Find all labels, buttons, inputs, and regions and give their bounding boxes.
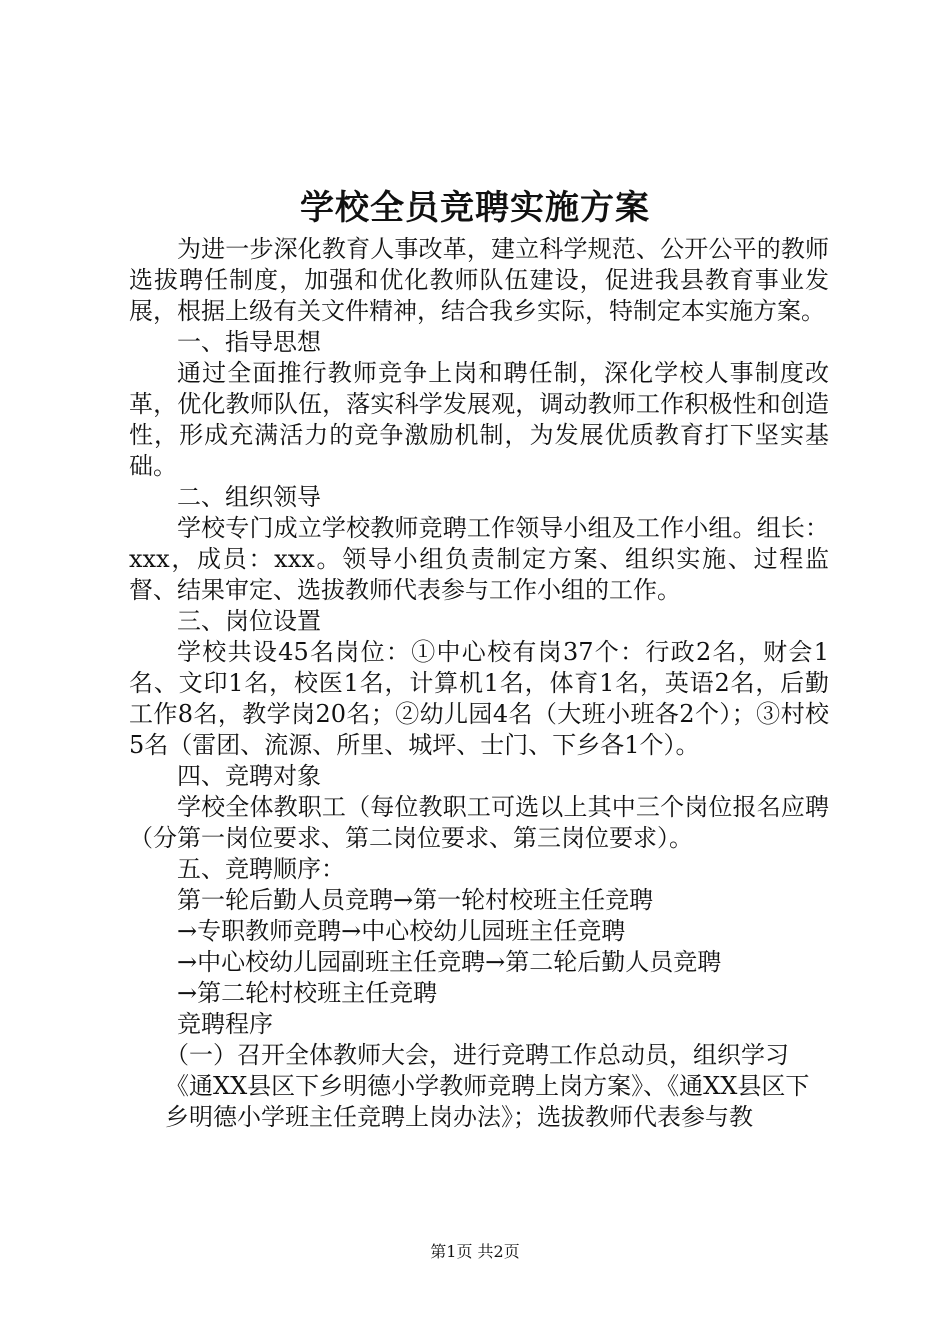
procedure-paragraph: （一）召开全体教师大会，进行竞聘工作总动员，组织学习《通XX县区下乡明德小学教师竞聘上岗方案》、《通XX县区下乡明德小学班主任竞聘上岗办法》；选拔教师代表参与教 (165, 1041, 810, 1131)
intro-paragraph: 为进一步深化教育人事改革，建立科学规范、公开公平的教师选拔聘任制度，加强和优化教师队伍建设，促进我县教育事业发展，根据上级有关文件精神，结合我乡实际，特制定本实施方案。 (129, 235, 829, 325)
section-heading-positions: 三、岗位设置 (177, 607, 321, 635)
section-heading-guiding-ideology: 一、指导思想 (177, 328, 321, 356)
order-flow-line-4: →第二轮村校班主任竞聘 (177, 979, 438, 1007)
guiding-ideology-paragraph: 通过全面推行教师竞争上岗和聘任制，深化学校人事制度改革，优化教师队伍，落实科学发展观，调动教师工作积极性和创造性，形成充满活力的竞争激励机制，为发展优质教育打下坚实基础。 (129, 359, 829, 480)
section-heading-organization: 二、组织领导 (177, 483, 321, 511)
section-heading-procedure: 竞聘程序 (177, 1010, 273, 1038)
page-footer: 第1页 共2页 (430, 1242, 520, 1261)
order-flow-line-3: →中心校幼儿园副班主任竞聘→第二轮后勤人员竞聘 (177, 948, 722, 976)
order-flow-line-1: 第一轮后勤人员竞聘→第一轮村校班主任竞聘 (177, 886, 654, 914)
order-flow-line-2: →专职教师竞聘→中心校幼儿园班主任竞聘 (177, 917, 626, 945)
section-heading-order: 五、竞聘顺序： (177, 855, 345, 883)
candidates-paragraph: 学校全体教职工（每位教职工可选以上其中三个岗位报名应聘（分第一岗位要求、第二岗位要求、第三岗位要求）。 (129, 793, 829, 852)
document-body (129, 234, 829, 1133)
positions-paragraph: 学校共设45名岗位：①中心校有岗37个：行政2名，财会1名、文印1名，校医1名，计算机1名，体育1名，英语2名，后勤工作8名，教学岗20名；②幼儿园4名（大班小班各2个）；③村校5名（雷团、流源、所里、城坪、士门、下乡各1个）。 (129, 638, 829, 759)
organization-paragraph: 学校专门成立学校教师竞聘工作领导小组及工作小组。组长：xxx，成员：xxx。领导小组负责制定方案、组织实施、过程监督、结果审定、选拔教师代表参与工作小组的工作。 (129, 514, 829, 604)
section-heading-candidates: 四、竞聘对象 (177, 762, 321, 790)
document-title: 学校全员竞聘实施方案 (300, 188, 650, 228)
